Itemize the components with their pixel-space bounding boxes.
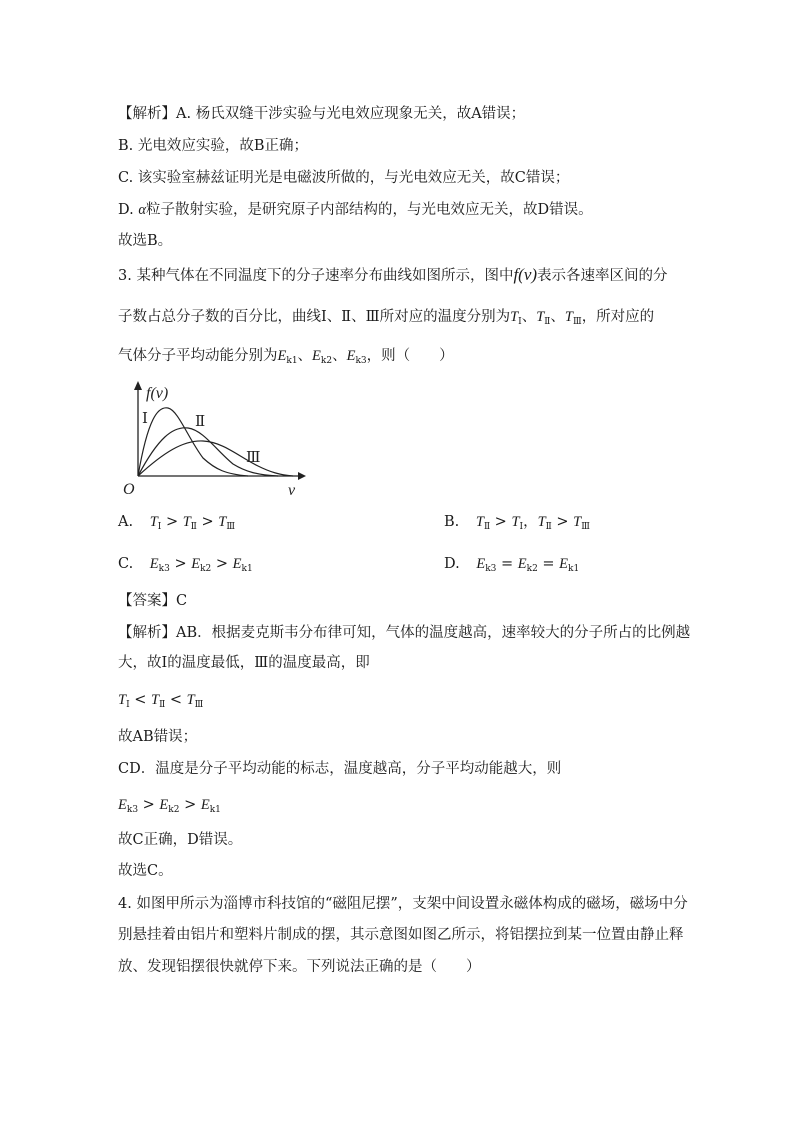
question-3-line-2 [118,307,654,332]
x-axis-arrow [298,472,306,480]
separator: 、 [297,348,313,364]
subscript: k3 [355,356,367,366]
separator: 、 [550,309,565,325]
question-text: 子数占总分子数的百分比，曲线Ⅰ、Ⅱ、Ⅲ所对应的温度分别为 [118,309,511,325]
e-symbol: E [346,348,356,364]
question-4-line-3: 放、发现铝摆很快就停下来。下列说法正确的是（ ） [118,959,481,975]
conclusion-line: 故选B。 [118,233,173,249]
question-3-line-3 [118,346,454,371]
option-b[interactable] [444,512,590,537]
curve-III-label: Ⅲ [246,448,261,466]
separator: 、 [521,309,537,325]
option-d[interactable] [444,554,579,579]
t-symbol: T [536,309,545,325]
e-symbol: E [277,348,287,364]
analysis-text: D. [118,202,139,218]
question-text: 表示各速率区间的分 [537,268,668,284]
option-content: $T_Ⅱ > T_Ⅰ$，$T_Ⅱ > T_Ⅲ$ [475,514,590,532]
answer-line: 【答案】C [118,593,188,609]
subscript: Ⅰ [518,317,522,327]
analysis-line: C. 该实验室赫兹证明光是电磁波所做的，与光电效应无关，故C错误； [118,170,570,186]
option-label: A. [118,514,134,530]
question-text: ，所对应的 [581,309,655,325]
formula-line: $E_{k3} > E_{k2} > E_{k1}$ [118,797,221,815]
question-3-line-1 [118,265,668,286]
fv-symbol: f(v) [513,265,538,284]
subscript: Ⅱ [544,317,551,327]
option-label: C. [118,556,134,572]
analysis-line: 故AB错误； [118,729,198,745]
analysis-line: 【解析】AB．根据麦克斯韦分布律可知，气体的温度越高，速率较大的分子所占的比例越 [118,625,691,641]
subscript: Ⅲ [573,317,582,327]
subscript: k1 [286,356,298,366]
curve-II-label: Ⅱ [195,412,206,430]
analysis-line [118,200,593,220]
analysis-line: 故C正确，D错误。 [118,832,243,848]
analysis-line: B. 光电效应实验，故B正确； [118,138,309,154]
analysis-line: 【解析】A. 杨氏双缝干涉实验与光电效应现象无关，故A错误； [118,106,526,122]
origin-label: O [123,481,135,498]
t-symbol: T [564,309,573,325]
question-4-line-2: 别悬挂着由铝片和塑料片制成的摆，其示意图如图乙所示，将铝摆拉到某一位置由静止释 [118,927,684,943]
question-4-line-1: 4. 如图甲所示为淄博市科技馆的“磁阻尼摆”，支架中间设置永磁体构成的磁场，磁场中分 [118,896,688,912]
option-content: $E_{k3} > E_{k2} > E_{k1}$ [149,556,253,574]
question-text: 3. 某种气体在不同温度下的分子速率分布曲线如图所示，图中 [118,268,514,284]
option-label: B. [444,514,460,530]
option-label: D. [444,556,460,572]
y-axis-label: f(v) [146,385,169,402]
option-a[interactable] [118,512,235,537]
option-c[interactable] [118,554,253,579]
t-symbol: T [510,309,519,325]
option-content: $T_Ⅰ > T_Ⅱ > T_Ⅲ$ [149,514,236,532]
analysis-text: 粒子散射实验，是研究原子内部结构的，与光电效应无关，故D错误。 [145,202,593,218]
curve-III [138,441,293,476]
alpha-symbol: α [138,202,146,218]
e-symbol: E [312,348,321,364]
formula-line: $T_Ⅰ < T_Ⅱ < T_Ⅲ$ [118,692,204,710]
question-text: 气体分子平均动能分别为 [118,348,278,364]
conclusion-line: 故选C。 [118,863,173,879]
question-text: ，则（ ） [366,348,454,364]
separator: 、 [332,348,347,364]
curve-I-label: Ⅰ [142,409,148,427]
analysis-line: CD．温度是分子平均动能的标志，温度越高，分子平均动能越大，则 [118,761,562,777]
option-content: $E_{k3} = E_{k2} = E_{k1}$ [476,556,580,574]
y-axis-arrow [134,381,142,390]
x-axis-label: v [288,482,296,499]
analysis-line: 大，故Ⅰ的温度最低，Ⅲ的温度最高，即 [118,655,370,671]
subscript: k2 [320,356,333,366]
speed-distribution-figure [118,378,308,503]
